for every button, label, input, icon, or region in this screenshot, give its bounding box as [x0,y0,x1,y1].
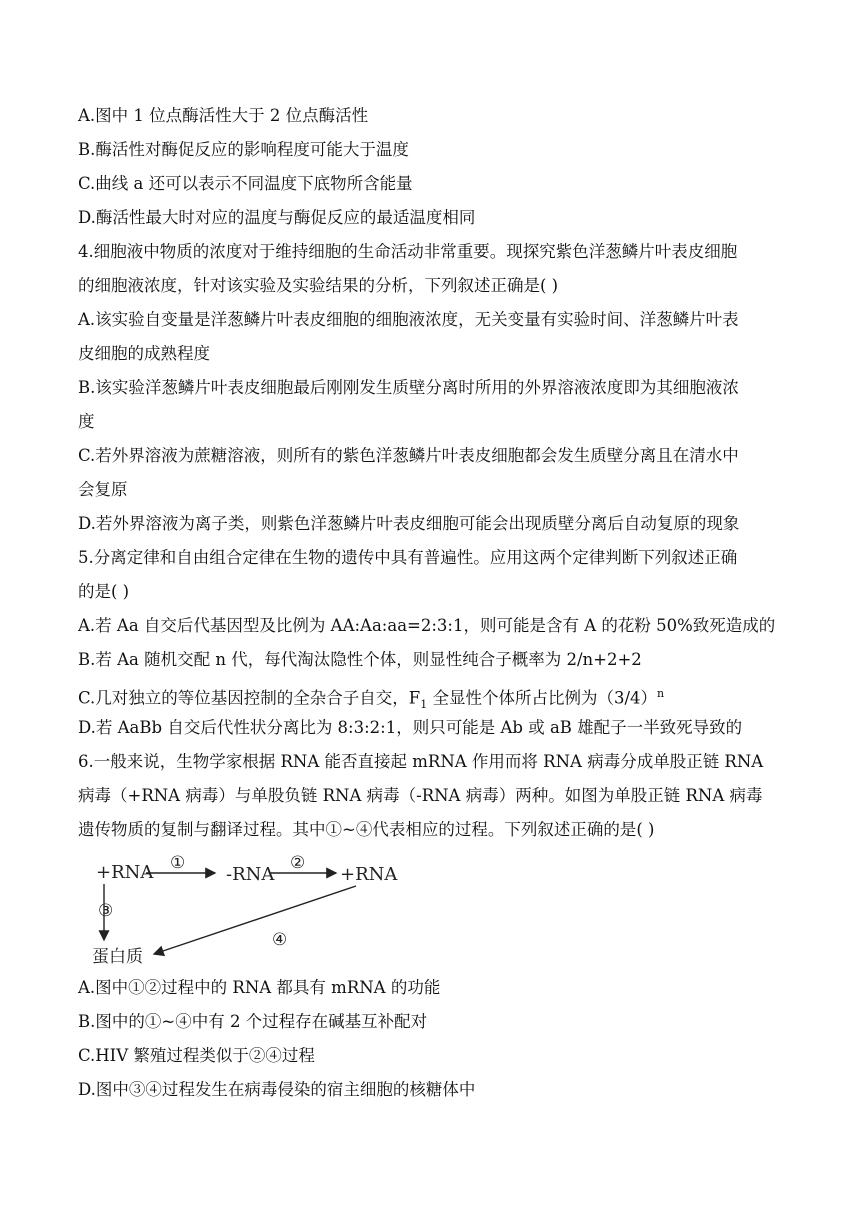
q4-option-d: D.若外界溶液为离子类，则紫色洋葱鳞片叶表皮细胞可能会出现质壁分离后自动复原的现象 [78,514,740,533]
q5-stem-line-2: 的是( ) [78,582,130,601]
q4-option-a-line-2: 皮细胞的成熟程度 [78,344,210,363]
q4-option-b-line-2: 度 [78,412,95,431]
label-step-1: ① [170,853,186,873]
q5-option-c [78,682,664,717]
q3-option-a: A.图中 1 位点酶活性大于 2 位点酶活性 [78,106,369,125]
q6-option-b: B.图中的①~④中有 2 个过程存在碱基互补配对 [78,1012,428,1031]
label-step-2: ② [290,853,306,873]
q6-stem-line-1: 6.一般来说，生物学家根据 RNA 能否直接起 mRNA 作用而将 RNA 病毒分成单股正链 RNA [78,752,764,771]
q4-option-b-line-1: B.该实验洋葱鳞片叶表皮细胞最后刚刚发生质壁分离时所用的外界溶液浓度即为其细胞液浓 [78,378,739,397]
q4-option-a-line-1: A.该实验自变量是洋葱鳞片叶表皮细胞的细胞液浓度，无关变量有实验时间、洋葱鳞片叶表 [78,310,739,329]
q4-option-c-line-1: C.若外界溶液为蔗糖溶液，则所有的紫色洋葱鳞片叶表皮细胞都会发生质壁分离且在清水中 [78,446,739,465]
q6-option-d: D.图中③④过程发生在病毒侵染的宿主细胞的核糖体中 [78,1080,476,1099]
arrow-step-4 [154,886,356,954]
q4-stem-line-2: 的细胞液浓度，针对该实验及实验结果的分析，下列叙述正确是( ) [78,276,559,295]
q3-option-b: B.酶活性对酶促反应的影响程度可能大于温度 [78,140,409,159]
q5-option-c-text-2: 全显性个体所占比例为（3/4） [427,688,658,708]
q5-stem-line-1: 5.分离定律和自由组合定律在生物的遗传中具有普遍性。应用这两个定律判断下列叙述正确 [78,548,738,567]
q6-option-c: C.HIV 繁殖过程类似于②④过程 [78,1046,315,1065]
q3-option-c: C.曲线 a 还可以表示不同温度下底物所含能量 [78,174,413,193]
q4-stem-line-1: 4.细胞液中物质的浓度对于维持细胞的生命活动非常重要。现探究紫色洋葱鳞片叶表皮细胞 [78,242,738,261]
label-step-4: ④ [272,930,288,950]
q5-option-d: D.若 AaBb 自交后代性状分离比为 8:3:2:1，则只可能是 Ab 或 aB 雄配子一半致死导致的 [78,718,743,737]
rna-replication-diagram [90,848,410,970]
node-protein: 蛋白质 [92,947,143,967]
node-positive-rna-left: +RNA [96,862,154,883]
node-positive-rna-right: +RNA [340,864,398,885]
q5-option-c-superscript: n [657,687,665,700]
q6-option-a: A.图中①②过程中的 RNA 都具有 mRNA 的功能 [78,978,441,997]
q5-option-b: B.若 Aa 随机交配 n 代，每代淘汰隐性个体，则显性纯合子概率为 2/n+2+2 [78,650,642,669]
q5-option-c-subscript: 1 [420,697,428,711]
label-step-3: ③ [98,901,114,921]
q4-option-c-line-2: 会复原 [78,480,128,499]
q6-stem-line-2: 病毒（+RNA 病毒）与单股负链 RNA 病毒（-RNA 病毒）两种。如图为单股正链 RNA 病毒 [78,786,763,805]
q5-option-a: A.若 Aa 自交后代基因型及比例为 AA:Aa:aa=2:3:1，则可能是含有 A 的花粉 50%致死造成的 [78,616,776,635]
q6-stem-line-3: 遗传物质的复制与翻译过程。其中①~④代表相应的过程。下列叙述正确的是( ) [78,820,655,839]
q5-option-c-text: C.几对独立的等位基因控制的全杂合子自交，F [78,688,421,708]
q3-option-d: D.酶活性最大时对应的温度与酶促反应的最适温度相同 [78,208,476,227]
node-negative-rna: -RNA [226,864,275,885]
